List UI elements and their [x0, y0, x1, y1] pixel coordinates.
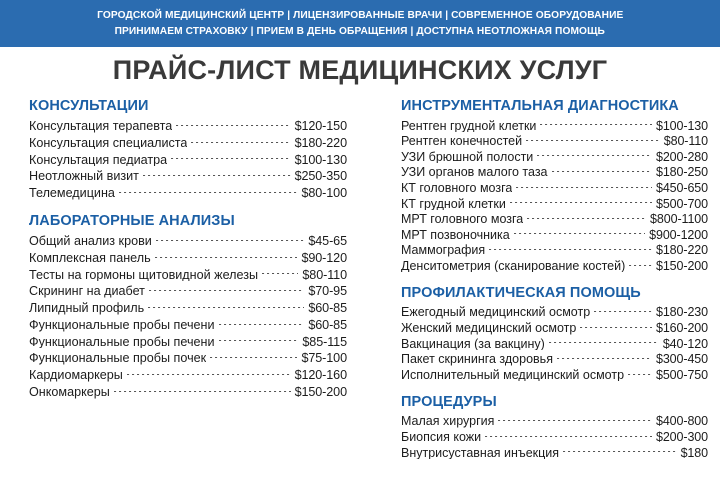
price-row [29, 283, 347, 300]
price-section [401, 394, 708, 461]
dot-leader [629, 265, 652, 266]
dot-leader [527, 218, 646, 219]
dot-leader [219, 340, 299, 341]
dot-leader [594, 311, 652, 312]
price-row [401, 367, 708, 383]
dot-leader [143, 175, 291, 176]
dot-leader [540, 124, 652, 125]
service-label: Пакет скрининга здоровья [401, 353, 553, 366]
dot-leader [526, 140, 660, 141]
price-row [401, 336, 708, 352]
price-row [401, 305, 708, 321]
price-row [401, 445, 708, 461]
service-price: $500-750 [655, 367, 708, 382]
price-row [29, 233, 347, 250]
service-label: МРТ позвоночника [401, 228, 510, 242]
service-label: Кардиомаркеры [29, 369, 123, 382]
price-row [29, 300, 347, 317]
service-label: Исполнительный медицинский осмотр [401, 368, 625, 382]
banner-line-2: ПРИНИМАЕМ СТРАХОВКУ | ПРИЕМ В ДЕНЬ ОБРАЩЕНИЯ | ДОСТУПНА НЕОТЛОЖНАЯ ПОМОЩЬ [114, 24, 606, 37]
service-price: $180 [680, 445, 708, 460]
dot-leader [510, 202, 652, 203]
service-price: $180-220 [655, 243, 708, 258]
service-label: Скрининг на диабет [29, 285, 145, 298]
section-heading: КОНСУЛЬТАЦИИ [29, 98, 149, 114]
price-row [29, 350, 347, 367]
service-price: $85-115 [302, 334, 347, 349]
dot-leader [563, 451, 677, 452]
dot-leader [114, 391, 291, 392]
dot-leader [171, 158, 290, 159]
service-label: Ежегодный медицинский осмотр [401, 306, 591, 319]
service-price: $60-85 [308, 301, 347, 316]
service-label: Вакцинация (за вакцину) [401, 337, 545, 351]
service-label: Женский медицинский осмотр [401, 322, 577, 335]
dot-leader [514, 233, 645, 234]
service-label: УЗИ органов малого таза [401, 166, 548, 179]
dot-leader [485, 436, 652, 437]
service-price: $500-700 [655, 196, 708, 211]
price-row [29, 152, 347, 169]
section-heading: ПРОФИЛАКТИЧЕСКАЯ ПОМОЩЬ [401, 284, 641, 301]
service-label: Консультация специалиста [29, 136, 188, 150]
left-column [0, 98, 355, 403]
price-row [29, 168, 347, 185]
service-label: Маммография [401, 244, 486, 257]
banner-line-1: ГОРОДСКОЙ МЕДИЦИНСКИЙ ЦЕНТР | ЛИЦЕНЗИРОВАННЫЕ ВРАЧИ | СОВРЕМЕННОЕ ОБОРУДОВАНИЕ [96, 9, 624, 22]
dot-leader [127, 374, 291, 375]
service-price: $450-650 [655, 180, 708, 195]
dot-leader [262, 273, 298, 274]
service-price: $300-450 [655, 352, 708, 367]
dot-leader [191, 142, 290, 143]
page-title: ПРАЙС-ЛИСТ МЕДИЦИНСКИХ УСЛУГ [112, 55, 608, 85]
service-label: Общий анализ крови [29, 235, 152, 248]
price-row [29, 266, 347, 283]
service-label: Неотложный визит [29, 170, 139, 184]
service-label: Функциональные пробы почек [29, 352, 207, 366]
service-label: Консультация педиатра [29, 153, 168, 167]
service-price: $400-800 [655, 414, 708, 429]
service-price: $80-100 [301, 186, 347, 201]
dot-leader [557, 358, 652, 359]
service-price: $180-230 [655, 305, 708, 320]
section-heading: ЛАБОРАТОРНЫЕ АНАЛИЗЫ [29, 212, 235, 229]
price-row [401, 165, 708, 181]
service-label: КТ грудной клетки [401, 197, 506, 211]
price-row [401, 149, 708, 165]
dot-leader [489, 249, 652, 250]
service-price: $250-350 [294, 169, 347, 184]
price-row [401, 134, 708, 150]
price-row [401, 321, 708, 337]
service-price: $100-130 [294, 152, 347, 167]
service-price: $180-250 [655, 165, 708, 180]
service-label: Консультация терапевта [29, 120, 173, 133]
price-row [401, 414, 708, 430]
dot-leader [537, 155, 652, 156]
service-label: Телемедицина [29, 187, 115, 200]
price-row [401, 430, 708, 446]
service-label: Биопсия кожи [401, 431, 482, 444]
price-row [29, 250, 347, 267]
dot-leader [516, 187, 652, 188]
service-price: $80-110 [302, 267, 347, 282]
price-columns [0, 98, 720, 463]
price-section [401, 98, 708, 274]
section-heading: ИНСТРУМЕНТАЛЬНАЯ ДИАГНОСТИКА [401, 98, 679, 114]
service-label: Онкомаркеры [29, 386, 110, 399]
service-label: Рентген грудной клетки [401, 119, 537, 133]
service-price: $45-65 [308, 234, 347, 248]
service-label: Функциональные пробы печени [29, 318, 215, 332]
service-label: УЗИ брюшной полости [401, 150, 534, 164]
price-row [401, 118, 708, 134]
dot-leader [149, 290, 304, 291]
price-row [401, 352, 708, 368]
price-row [29, 367, 347, 384]
service-label: Тесты на гормоны щитовидной железы [29, 268, 259, 282]
service-price: $80-110 [663, 134, 708, 149]
service-price: $200-280 [655, 149, 708, 164]
service-price: $40-120 [662, 336, 708, 351]
price-row [29, 135, 347, 152]
dot-leader [119, 192, 298, 193]
dot-leader [176, 125, 290, 126]
service-price: $120-150 [294, 119, 347, 134]
price-row [29, 334, 347, 351]
service-label: Малая хирургия [401, 415, 495, 428]
top-banner [0, 0, 720, 47]
right-column [355, 98, 720, 463]
service-price: $200-300 [655, 430, 708, 445]
dot-leader [156, 240, 305, 241]
service-label: Внутрисуставная инъекция [401, 446, 560, 460]
service-price: $160-200 [655, 321, 708, 336]
service-price: $75-100 [301, 351, 347, 366]
service-label: Липидный профиль [29, 302, 145, 315]
service-price: $100-130 [655, 118, 708, 133]
service-price: $60-85 [308, 317, 347, 332]
service-label: Рентген конечностей [401, 135, 523, 148]
dot-leader [580, 327, 652, 328]
service-label: Функциональные пробы печени [29, 335, 215, 349]
price-row [401, 180, 708, 196]
price-row [401, 258, 708, 274]
service-label: МРТ головного мозга [401, 213, 524, 226]
dot-leader [219, 324, 305, 325]
service-price: $90-120 [301, 250, 347, 265]
service-price: $900-1200 [649, 227, 708, 242]
service-price: $150-200 [655, 258, 708, 273]
price-section [29, 98, 347, 202]
price-row [401, 227, 708, 243]
service-label: КТ головного мозга [401, 181, 513, 195]
service-price: $70-95 [308, 284, 347, 299]
price-row [29, 317, 347, 334]
price-row [401, 212, 708, 228]
price-row [29, 185, 347, 202]
service-price: $150-200 [294, 385, 347, 400]
price-row [401, 196, 708, 212]
dot-leader [498, 420, 652, 421]
dot-leader [210, 357, 297, 358]
dot-leader [552, 171, 652, 172]
price-section [401, 285, 708, 383]
dot-leader [148, 307, 304, 308]
service-label: Комплексная панель [29, 251, 151, 265]
service-price: $180-220 [294, 135, 347, 150]
price-section [29, 213, 347, 401]
price-row [29, 384, 347, 401]
price-row [401, 243, 708, 259]
dot-leader [155, 257, 298, 258]
dot-leader [549, 342, 659, 343]
service-price: $800-1100 [650, 212, 708, 227]
section-heading: ПРОЦЕДУРЫ [401, 393, 497, 410]
dot-leader [628, 374, 652, 375]
service-price: $120-160 [294, 368, 347, 383]
price-row [29, 118, 347, 135]
service-label: Денситометрия (сканирование костей) [401, 259, 626, 273]
